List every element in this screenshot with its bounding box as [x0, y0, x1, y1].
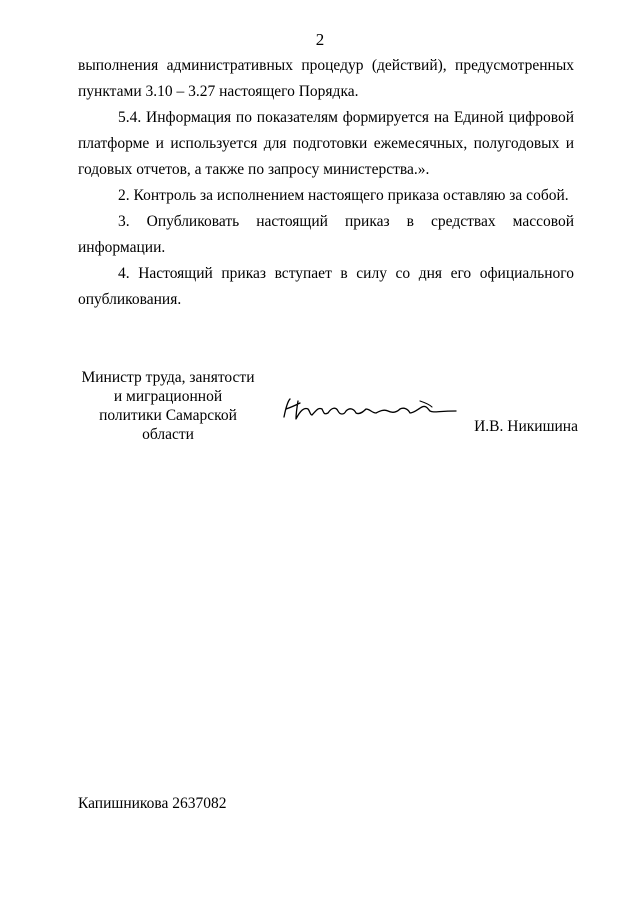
document-body	[78, 53, 574, 313]
executor-info: Капишникова 2637082	[78, 795, 227, 812]
position-line: Министр труда, занятости	[81, 369, 255, 386]
paragraph-5-4: 5.4. Информация по показателям формируется на Единой цифровой платформе и используется для подготовки ежемесячных, полугодовых и годовых отчетов, а также по запросу министерства.».	[78, 109, 574, 178]
signatory-position	[78, 368, 258, 444]
position-line: и миграционной	[113, 388, 223, 405]
signer-name: И.В. Никишина	[474, 418, 578, 435]
paragraph-4: 4. Настоящий приказ вступает в силу со дня его официального опубликования.	[78, 265, 574, 308]
paragraph-continuation: выполнения административных процедур (действий), предусмотренных пунктами 3.10 – 3.27 настоящего Порядка.	[78, 57, 574, 100]
position-line: политики Самарской	[99, 407, 237, 424]
paragraph-3: 3. Опубликовать настоящий приказ в средствах массовой информации.	[78, 213, 574, 256]
handwritten-signature	[280, 395, 460, 425]
paragraph-2: 2. Контроль за исполнением настоящего приказа оставляю за собой.	[118, 187, 569, 204]
position-line: области	[142, 426, 194, 443]
page-number: 2	[315, 30, 325, 49]
